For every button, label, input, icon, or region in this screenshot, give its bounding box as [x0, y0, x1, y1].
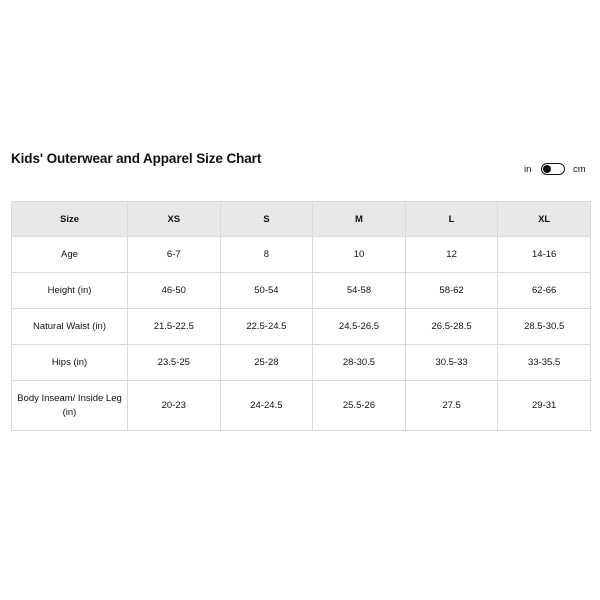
table-cell: 10 [313, 237, 406, 273]
table-cell: 12 [405, 237, 498, 273]
table-cell: 30.5-33 [405, 345, 498, 381]
table-row-height [12, 273, 591, 309]
table-row-natural-waist [12, 309, 591, 345]
table-cell: 24.5-26.5 [313, 309, 406, 345]
header-l: L [405, 202, 498, 237]
table-cell: 24-24.5 [220, 381, 313, 431]
header-xl: XL [498, 202, 591, 237]
table-cell: 50-54 [220, 273, 313, 309]
table-cell: 27.5 [405, 381, 498, 431]
size-chart-table [11, 201, 591, 431]
table-cell: 26.5-28.5 [405, 309, 498, 345]
table-cell: 21.5-22.5 [128, 309, 221, 345]
table-cell: 58-62 [405, 273, 498, 309]
table-cell: 33-35.5 [498, 345, 591, 381]
table-cell: 28-30.5 [313, 345, 406, 381]
table-cell: 20-23 [128, 381, 221, 431]
table-cell: 22.5-24.5 [220, 309, 313, 345]
header-s: S [220, 202, 313, 237]
row-label: Natural Waist (in) [12, 309, 128, 345]
unit-switch[interactable] [541, 163, 565, 175]
table-cell: 29-31 [498, 381, 591, 431]
table-cell: 23.5-25 [128, 345, 221, 381]
table-cell: 28.5-30.5 [498, 309, 591, 345]
header-m: M [313, 202, 406, 237]
table-row-hips [12, 345, 591, 381]
table-cell: 6-7 [128, 237, 221, 273]
unit-toggle[interactable] [524, 160, 586, 178]
table-row-age [12, 237, 591, 273]
table-header-row [12, 202, 591, 237]
table-cell: 46-50 [128, 273, 221, 309]
table-row-inseam [12, 381, 591, 431]
row-label: Body Inseam/ Inside Leg (in) [12, 381, 128, 431]
table-cell: 25-28 [220, 345, 313, 381]
table-cell: 62-66 [498, 273, 591, 309]
unit-label-cm[interactable]: cm [573, 163, 586, 175]
page-title: Kids' Outerwear and Apparel Size Chart [11, 151, 262, 166]
row-label: Age [12, 237, 128, 273]
row-label: Hips (in) [12, 345, 128, 381]
table-cell: 8 [220, 237, 313, 273]
row-label: Height (in) [12, 273, 128, 309]
unit-switch-knob [543, 165, 551, 173]
header-xs: XS [128, 202, 221, 237]
table-cell: 54-58 [313, 273, 406, 309]
unit-label-in[interactable]: in [524, 163, 532, 175]
header-size: Size [12, 202, 128, 237]
table-cell: 25.5-26 [313, 381, 406, 431]
table-cell: 14-16 [498, 237, 591, 273]
